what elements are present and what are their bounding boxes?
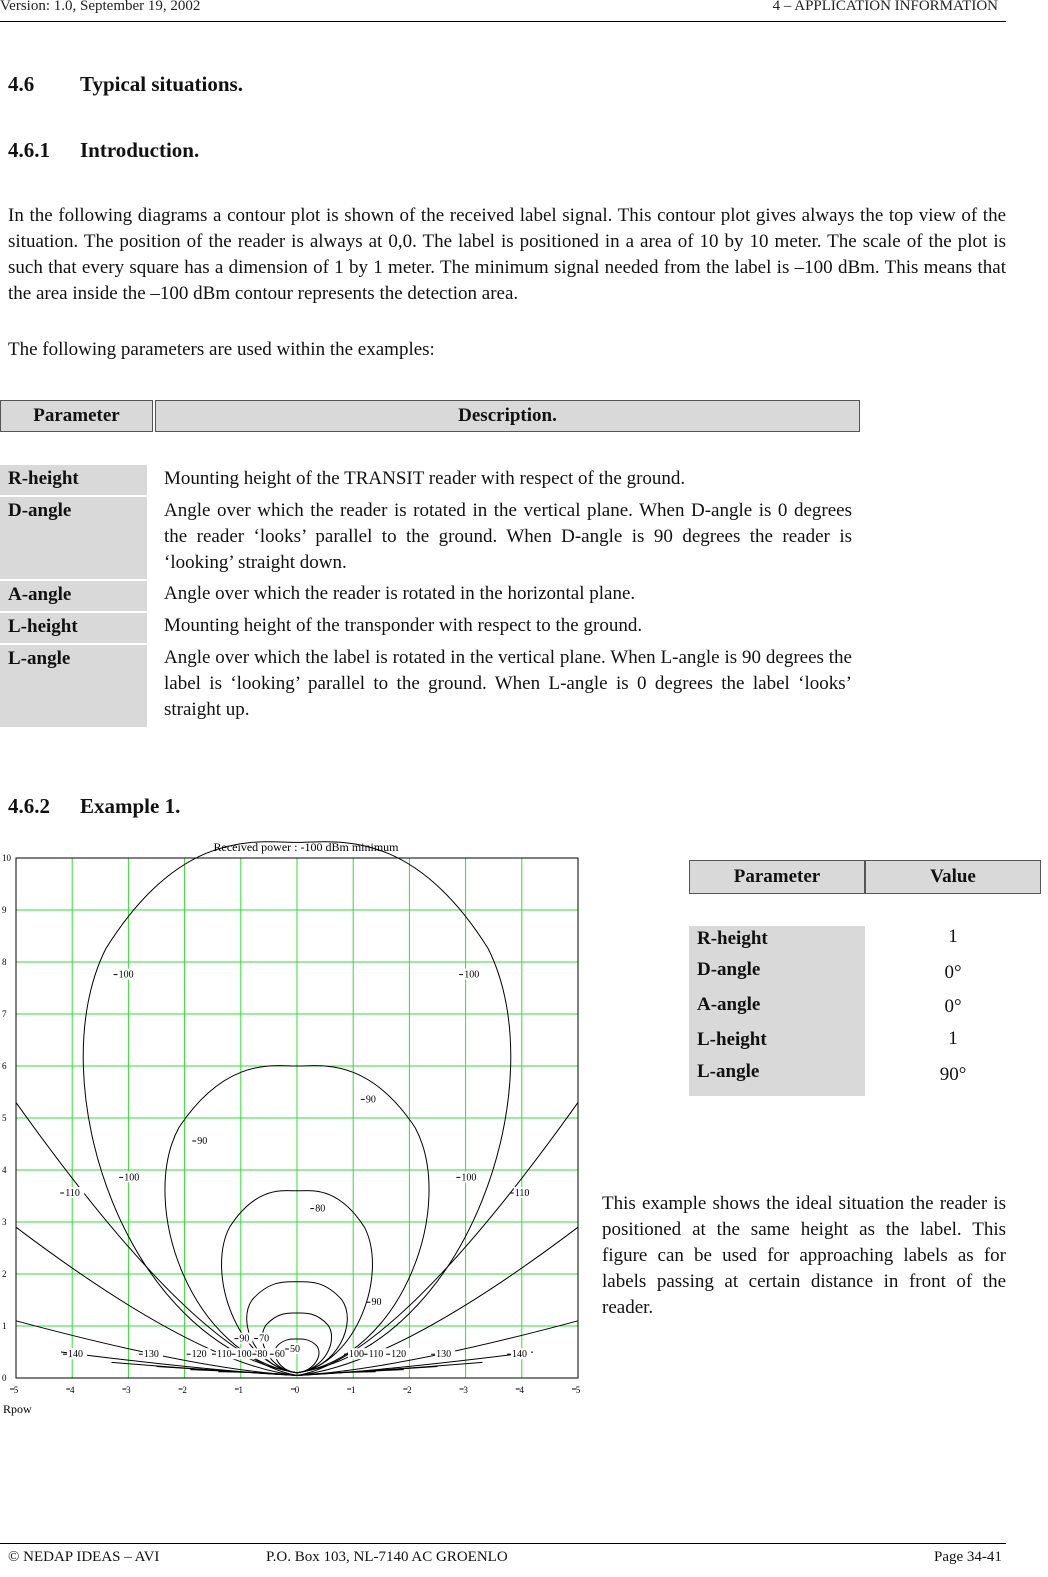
param-table-header-description: Description. — [155, 400, 860, 432]
x-tick-label: 4 — [519, 1385, 525, 1395]
header-rule — [0, 21, 1006, 22]
contour-label: 110 — [216, 1349, 232, 1361]
y-tick-label: 0 — [2, 1373, 7, 1383]
x-tick-label: 3 — [463, 1385, 468, 1395]
param-name: A-angle — [0, 581, 147, 611]
x-axis-label: Rpow — [3, 1402, 32, 1416]
param-name: R-height — [0, 465, 147, 495]
value-param: L-angle — [689, 1062, 865, 1096]
contour-label: 90 — [365, 1094, 376, 1106]
contour-label: 120 — [391, 1349, 407, 1361]
footer-rule — [0, 1543, 1006, 1544]
footer-center: P.O. Box 103, NL-7140 AC GROENLO — [266, 1549, 508, 1565]
y-tick-label: 4 — [2, 1165, 7, 1175]
value-cell: 90° — [939, 1064, 967, 1085]
value-param: L-height — [689, 1028, 865, 1062]
contour-label: 110 — [65, 1188, 80, 1199]
param-name: L-height — [0, 613, 147, 643]
param-desc: Angle over which the reader is rotated in the vertical plane. When D-angle is 0 degrees the reader ‘looks’ parallel to the ground. When D-angle is 90 degrees the reader is ‘looking’ straight down. — [164, 500, 852, 573]
value-table-header-value: Value — [865, 860, 1041, 894]
contour-label: 80 — [257, 1349, 268, 1361]
contour-line-110 — [16, 1102, 297, 1375]
x-tick-label: 4 — [69, 1385, 75, 1395]
y-tick-label: 5 — [2, 1113, 7, 1123]
param-desc: Angle over which the reader is rotated in the horizontal plane. — [164, 583, 636, 604]
contour-label: 100 — [349, 1349, 365, 1361]
contour-label: 120 — [191, 1349, 207, 1361]
contour-line-120 — [297, 1321, 578, 1376]
param-desc: Mounting height of the TRANSIT reader with respect of the ground. — [164, 468, 686, 489]
contour-label: 100 — [236, 1349, 252, 1361]
x-tick-label: 2 — [407, 1385, 412, 1395]
param-table-header-parameter: Parameter — [0, 400, 153, 432]
contour-label: 140 — [68, 1349, 84, 1361]
intro-paragraph: In the following diagrams a contour plot is shown of the received label signal. This contour plot gives always the top view of the situation. The position of the reader is always at 0,0. The label is positioned in a area of 10 by 10 meter. The scale of the plot is such that every square has a dimension of 1 by 1 meter. The minimum signal needed from the label is –100 dBm. This means that the area inside the –100 dBm contour represents the detection area. — [8, 205, 1006, 304]
param-desc: Mounting height of the transponder with respect to the ground. — [164, 615, 643, 636]
contour-label: 90 — [197, 1136, 208, 1147]
contour-label: 130 — [143, 1349, 159, 1361]
x-tick-label: 2 — [182, 1385, 187, 1395]
contour-label: 80 — [315, 1203, 326, 1215]
value-cell: 1 — [948, 926, 958, 947]
y-tick-label: 3 — [2, 1217, 7, 1227]
contour-label: 70 — [259, 1333, 270, 1345]
intro-paragraph-2: The following parameters are used within the examples: — [8, 339, 435, 360]
example-description: This example shows the ideal situation the reader is positioned at the same height as the label. This figure can be used for approaching labels as for labels passing at certain distance in front of the reader. — [602, 1193, 1006, 1318]
contour-plot — [0, 836, 600, 1426]
header-left: Version: 1.0, September 19, 2002 — [0, 0, 201, 14]
intro-heading: 4.6.1 Introduction. — [8, 138, 200, 162]
y-tick-label: 7 — [2, 1009, 7, 1019]
contour-label: 110 — [368, 1349, 384, 1361]
contour-label: 100 — [464, 969, 480, 981]
header-right: 4 – APPLICATION INFORMATION — [772, 0, 998, 14]
contour-label: 90 — [239, 1333, 250, 1345]
contour-line-110 — [297, 1102, 578, 1375]
chart-title: Received power : -100 dBm minimum — [213, 840, 399, 854]
contour-label: 100 — [118, 969, 134, 981]
contour-label: 90 — [371, 1297, 382, 1309]
y-tick-label: 2 — [2, 1269, 7, 1279]
param-name: L-angle — [0, 645, 147, 727]
x-tick-label: 1 — [238, 1385, 244, 1395]
value-param: A-angle — [689, 994, 865, 1028]
footer-right: Page 34-41 — [934, 1549, 1002, 1565]
y-tick-label: 10 — [2, 853, 11, 863]
x-tick-label: 0 — [294, 1385, 300, 1395]
contour-label: 50 — [290, 1344, 300, 1355]
section-heading: 4.6 Typical situations. — [8, 72, 243, 96]
contour-label: 110 — [514, 1188, 530, 1199]
param-name: D-angle — [0, 497, 147, 579]
footer-left: © NEDAP IDEAS – AVI — [8, 1549, 160, 1565]
contour-label: 130 — [436, 1349, 452, 1361]
contour-label: 140 — [511, 1349, 527, 1361]
param-desc: Angle over which the label is rotated in the vertical plane. When L-angle is 90 degrees the label is ‘looking’ parallel to the ground. When L-angle is 0 degrees the label ‘looks’ straight up. — [164, 647, 852, 720]
x-tick-label: 5 — [575, 1385, 581, 1395]
y-tick-label: 8 — [2, 957, 7, 967]
y-tick-label: 1 — [2, 1321, 7, 1331]
value-cell: 1 — [948, 1028, 958, 1049]
y-tick-label: 9 — [2, 905, 7, 915]
value-cell: 0° — [944, 962, 962, 983]
contour-label: 100 — [124, 1172, 140, 1184]
value-cell: 0° — [944, 996, 962, 1017]
contour-label: 60 — [274, 1349, 285, 1361]
x-tick-label: 1 — [350, 1385, 356, 1395]
x-tick-label: 5 — [13, 1385, 19, 1395]
value-param: D-angle — [689, 960, 865, 994]
example-heading: 4.6.2 Example 1. — [8, 794, 181, 818]
contour-label: 100 — [461, 1172, 477, 1184]
contour-line-120 — [16, 1321, 297, 1376]
y-tick-label: 6 — [2, 1061, 7, 1071]
value-param: R-height — [689, 926, 865, 960]
value-table-header-parameter: Parameter — [689, 860, 865, 894]
x-tick-label: 3 — [126, 1385, 131, 1395]
